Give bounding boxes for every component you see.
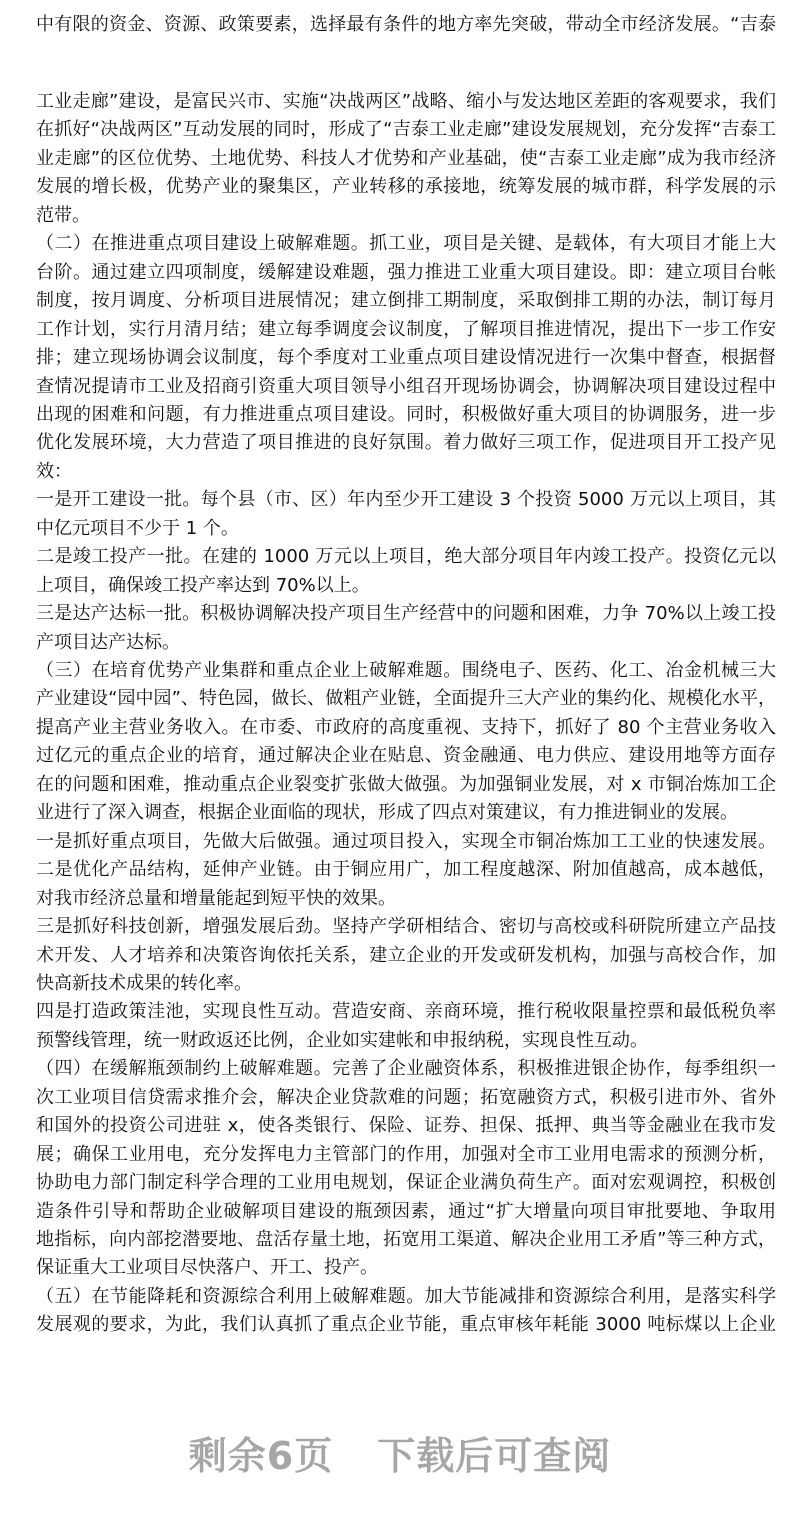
- remaining-pages-label: 剩余6页: [188, 1434, 334, 1478]
- document-text-line: 产业建设“园中园”、特色园，做长、做粗产业链，全面提升三大产业的集约化、规模化水平，: [36, 688, 776, 710]
- document-text-line: 二是优化产品结构，延伸产业链。由于铜应用广，加工程度越深、附加值越高，成本越低，: [36, 859, 776, 881]
- document-text-line: 造条件引导和帮助企业破解项目建设的瓶颈因素，通过“扩大增量向项目审批要地、争取用: [36, 1200, 776, 1222]
- document-text-line: 范带。: [36, 204, 90, 226]
- document-text-line: 协助电力部门制定科学合理的工业用电规划，保证企业满负荷生产。面对宏观调控，积极创: [36, 1172, 776, 1194]
- document-text-line: 预警线管理，统一财政返还比例，企业如实建帐和申报纳税，实现良性互动。: [36, 1029, 648, 1051]
- document-text-line: 工业走廊”建设，是富民兴市、实施“决战两区”战略、缩小与发达地区差距的客观要求，我们: [36, 91, 776, 112]
- document-text-line: 提高产业主营业务收入。在市委、市政府的高度重视、支持下，抓好了 80 个主营业务收入: [36, 716, 776, 738]
- document-text-line: 在的问题和困难，推动重点企业裂变扩张做大做强。为加强铜业发展，对 x 市铜冶炼加工企: [36, 773, 776, 795]
- document-text-line: 台阶。通过建立四项制度，缓解建设难题，强力推进工业重大项目建设。即：建立项目台帐: [36, 261, 776, 283]
- document-text-line: 地指标，向内部挖潜要地、盘活存量土地，拓宽用工渠道、解决企业用工矛盾”等三种方式，: [36, 1229, 776, 1250]
- document-text-line: 在抓好“决战两区”互动发展的同时，形成了“吉泰工业走廊”建设发展规划，充分发挥“吉泰工: [36, 119, 776, 141]
- document-text-line: 一是抓好重点项目，先做大后做强。通过项目投入，实现全市铜冶炼加工工业的快速发展。: [36, 830, 776, 852]
- document-text-line: 发展观的要求，为此，我们认真抓了重点企业节能，重点审核年耗能 3000 吨标煤以上企业: [36, 1314, 776, 1336]
- document-text-line: 产项目达产达标。: [36, 631, 180, 653]
- download-prompt[interactable]: [0, 1425, 800, 1480]
- document-text-line: 三是抓好科技创新，增强发展后劲。坚持产学研相结合、密切与高校或科研院所建立产品技: [36, 916, 776, 938]
- document-text-line: 查情况提请市工业及招商引资重大项目领导小组召开现场协调会，协调解决项目建设过程中: [36, 375, 776, 397]
- document-text-line: 优化发展环境，大力营造了项目推进的良好氛围。着力做好三项工作，促进项目开工投产见: [36, 432, 776, 454]
- document-text-line: 次工业项目信贷需求推介会，解决企业贷款难的问题；拓宽融资方式，积极引进市外、省外: [36, 1086, 776, 1108]
- document-text-line: 业走廊”的区位优势、土地优势、科技人才优势和产业基础，使“吉泰工业走廊”成为我市经济: [36, 147, 776, 169]
- document-text-line: 对我市经济总量和增量能起到短平快的效果。: [36, 887, 396, 909]
- document-text-line: 二是竣工投产一批。在建的 1000 万元以上项目，绝大部分项目年内竣工投产。投资亿元以: [36, 546, 776, 568]
- document-text-line: 出现的困难和问题，有力推进重点项目建设。同时，积极做好重大项目的协调服务，进一步: [36, 403, 776, 425]
- download-to-view-label[interactable]: 下载后可查阅: [377, 1434, 612, 1478]
- document-text-line: 展；确保工业用电，充分发挥电力主管部门的作用，加强对全市工业用电需求的预测分析，: [36, 1143, 776, 1165]
- document-text-line: 三是达产达标一批。积极协调解决投产项目生产经营中的问题和困难，力争 70%以上竣工投: [36, 603, 776, 625]
- document-text-line: 业进行了深入调查，根据企业面临的现状，形成了四点对策建议，有力推进铜业的发展。: [36, 802, 738, 824]
- document-text-line: 和国外的投资公司进驻 x，使各类银行、保险、证券、担保、抵押、典当等金融业在我市发: [36, 1115, 776, 1137]
- document-text-line: 制度，按月调度、分析项目进展情况；建立倒排工期制度，采取倒排工期的办法，制订每月: [36, 290, 776, 312]
- document-text-line: 工作计划，实行月清月结；建立每季调度会议制度，了解项目推进情况，提出下一步工作安: [36, 318, 776, 340]
- document-text-line: 过亿元的重点企业的培育，通过解决企业在贴息、资金融通、电力供应、建设用地等方面存: [36, 745, 776, 767]
- document-text-line: 四是打造政策洼池，实现良性互动。营造安商、亲商环境，推行税收限量控票和最低税负率: [36, 1001, 776, 1023]
- document-text-line: 效：: [36, 460, 72, 482]
- document-text-line: 发展的增长极，优势产业的聚集区，产业转移的承接地，统筹发展的城市群，科学发展的示: [36, 176, 776, 198]
- document-text-line: 中有限的资金、资源、政策要素，选择最有条件的地方率先突破，带动全市经济发展。“吉泰: [36, 14, 776, 35]
- document-text-line: （二）在推进重点项目建设上破解难题。抓工业，项目是关键、是载体，有大项目才能上大: [36, 233, 776, 255]
- document-text-line: 保证重大工业项目尽快落户、开工、投产。: [36, 1257, 378, 1279]
- document-text-line: 排；建立现场协调会议制度，每个季度对工业重点项目建设情况进行一次集中督查，根据督: [36, 347, 776, 369]
- document-text-line: 上项目，确保竣工投产率达到 70%以上。: [36, 574, 370, 596]
- document-text-line: （三）在培育优势产业集群和重点企业上破解难题。围绕电子、医药、化工、冶金机械三大: [36, 660, 776, 681]
- document-text-line: （四）在缓解瓶颈制约上破解难题。完善了企业融资体系，积极推进银企协作，每季组织一: [36, 1058, 776, 1080]
- document-text-line: 一是开工建设一批。每个县（市、区）年内至少开工建设 3 个投资 5000 万元以上项目，其: [36, 489, 776, 511]
- document-text-line: （五）在节能降耗和资源综合利用上破解难题。加大节能减排和资源综合利用，是落实科学: [36, 1285, 776, 1307]
- document-text-line: 中亿元项目不少于 1 个。: [36, 517, 239, 539]
- document-text-line: 术开发、人才培养和决策咨询依托关系，建立企业的开发或研发机构，加强与高校合作，加: [36, 944, 776, 966]
- document-text-line: 快高新技术成果的转化率。: [36, 972, 252, 994]
